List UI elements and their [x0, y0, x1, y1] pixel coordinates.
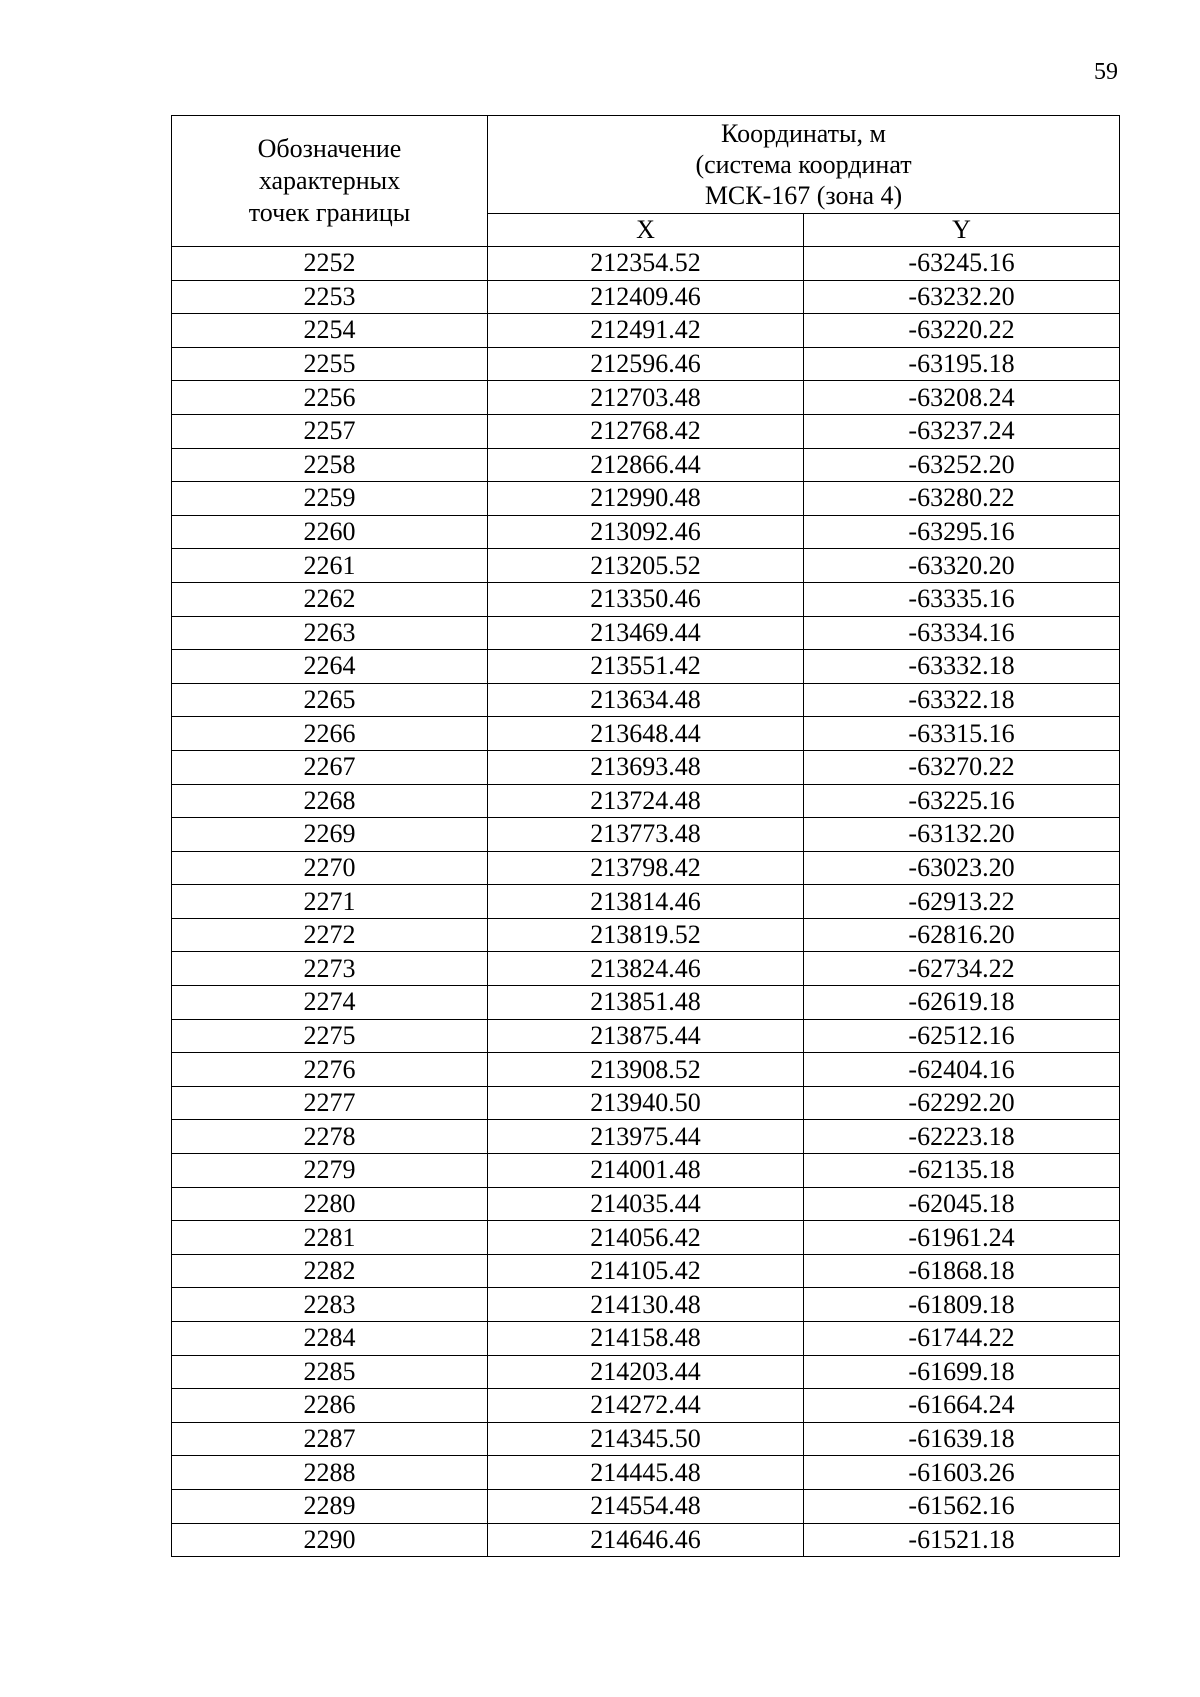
coordinates-table — [171, 115, 1120, 1557]
point-number-cell: 2286 — [172, 1389, 488, 1423]
coordinates-header — [488, 116, 1120, 214]
x-coordinate-cell: 213092.46 — [488, 515, 804, 549]
page-number: 59 — [1094, 59, 1118, 85]
y-column-header: Y — [804, 214, 1120, 247]
y-coordinate-cell: -63232.20 — [804, 280, 1120, 314]
table-row — [172, 1221, 1120, 1255]
y-coordinate-cell: -62816.20 — [804, 918, 1120, 952]
table-row — [172, 1187, 1120, 1221]
x-coordinate-cell: 213205.52 — [488, 549, 804, 583]
table-row — [172, 515, 1120, 549]
x-coordinate-cell: 212990.48 — [488, 482, 804, 516]
table-row — [172, 616, 1120, 650]
x-coordinate-cell: 212354.52 — [488, 247, 804, 281]
x-coordinate-cell: 213469.44 — [488, 616, 804, 650]
table-row — [172, 952, 1120, 986]
point-number-cell: 2269 — [172, 818, 488, 852]
y-coordinate-cell: -63023.20 — [804, 851, 1120, 885]
point-number-cell: 2290 — [172, 1523, 488, 1557]
x-coordinate-cell: 214203.44 — [488, 1355, 804, 1389]
table-row — [172, 1154, 1120, 1188]
table-row — [172, 482, 1120, 516]
y-coordinate-cell: -63295.16 — [804, 515, 1120, 549]
table-row — [172, 414, 1120, 448]
x-coordinate-cell: 213819.52 — [488, 918, 804, 952]
point-number-cell: 2282 — [172, 1254, 488, 1288]
table-row — [172, 1254, 1120, 1288]
x-coordinate-cell: 213814.46 — [488, 885, 804, 919]
table-row — [172, 448, 1120, 482]
point-designation-header — [172, 116, 488, 247]
table-row — [172, 1086, 1120, 1120]
table-row — [172, 918, 1120, 952]
x-coordinate-cell: 213693.48 — [488, 750, 804, 784]
table-row — [172, 1019, 1120, 1053]
table-row — [172, 683, 1120, 717]
y-coordinate-cell: -62404.16 — [804, 1053, 1120, 1087]
table-row — [172, 549, 1120, 583]
table-row — [172, 1322, 1120, 1356]
y-coordinate-cell: -63195.18 — [804, 347, 1120, 381]
y-coordinate-cell: -62734.22 — [804, 952, 1120, 986]
y-coordinate-cell: -61809.18 — [804, 1288, 1120, 1322]
y-coordinate-cell: -63322.18 — [804, 683, 1120, 717]
x-coordinate-cell: 213975.44 — [488, 1120, 804, 1154]
x-coordinate-cell: 213940.50 — [488, 1086, 804, 1120]
x-coordinate-cell: 214158.48 — [488, 1322, 804, 1356]
y-coordinate-cell: -61699.18 — [804, 1355, 1120, 1389]
y-coordinate-cell: -61639.18 — [804, 1422, 1120, 1456]
y-coordinate-cell: -61562.16 — [804, 1489, 1120, 1523]
x-coordinate-cell: 213798.42 — [488, 851, 804, 885]
point-number-cell: 2255 — [172, 347, 488, 381]
table-body — [172, 247, 1120, 1557]
point-number-cell: 2254 — [172, 314, 488, 348]
table-header — [172, 116, 1120, 247]
x-coordinate-cell: 213724.48 — [488, 784, 804, 818]
x-coordinate-cell: 212596.46 — [488, 347, 804, 381]
y-coordinate-cell: -63245.16 — [804, 247, 1120, 281]
table-row — [172, 750, 1120, 784]
point-number-cell: 2265 — [172, 683, 488, 717]
table-row — [172, 818, 1120, 852]
x-coordinate-cell: 214001.48 — [488, 1154, 804, 1188]
coords-label-line: МСК-167 (зона 4) — [704, 181, 903, 210]
x-coordinate-cell: 213875.44 — [488, 1019, 804, 1053]
table-row — [172, 885, 1120, 919]
y-coordinate-cell: -63334.16 — [804, 616, 1120, 650]
point-number-cell: 2279 — [172, 1154, 488, 1188]
y-coordinate-cell: -63220.22 — [804, 314, 1120, 348]
table-row — [172, 1288, 1120, 1322]
point-number-cell: 2273 — [172, 952, 488, 986]
point-number-cell: 2268 — [172, 784, 488, 818]
y-coordinate-cell: -62619.18 — [804, 986, 1120, 1020]
y-coordinate-cell: -63280.22 — [804, 482, 1120, 516]
point-number-cell: 2275 — [172, 1019, 488, 1053]
x-coordinate-cell: 214056.42 — [488, 1221, 804, 1255]
x-coordinate-cell: 212866.44 — [488, 448, 804, 482]
y-coordinate-cell: -63237.24 — [804, 414, 1120, 448]
table-row — [172, 1389, 1120, 1423]
x-coordinate-cell: 214130.48 — [488, 1288, 804, 1322]
point-number-cell: 2264 — [172, 650, 488, 684]
table-row — [172, 1120, 1120, 1154]
y-coordinate-cell: -61603.26 — [804, 1456, 1120, 1490]
coords-label-line: Координаты, м — [721, 119, 886, 148]
y-coordinate-cell: -61868.18 — [804, 1254, 1120, 1288]
table-row — [172, 1355, 1120, 1389]
table-row — [172, 1456, 1120, 1490]
point-number-cell: 2277 — [172, 1086, 488, 1120]
point-number-cell: 2278 — [172, 1120, 488, 1154]
x-coordinate-cell: 214646.46 — [488, 1523, 804, 1557]
table-row — [172, 381, 1120, 415]
table-row — [172, 247, 1120, 281]
y-coordinate-cell: -61961.24 — [804, 1221, 1120, 1255]
point-number-cell: 2263 — [172, 616, 488, 650]
x-coordinate-cell: 214554.48 — [488, 1489, 804, 1523]
table-row — [172, 582, 1120, 616]
point-number-cell: 2257 — [172, 414, 488, 448]
x-coordinate-cell: 213908.52 — [488, 1053, 804, 1087]
y-coordinate-cell: -62913.22 — [804, 885, 1120, 919]
y-coordinate-cell: -61664.24 — [804, 1389, 1120, 1423]
y-coordinate-cell: -63270.22 — [804, 750, 1120, 784]
table-row — [172, 347, 1120, 381]
point-number-cell: 2259 — [172, 482, 488, 516]
x-coordinate-cell: 212409.46 — [488, 280, 804, 314]
table-row — [172, 1523, 1120, 1557]
table-row — [172, 851, 1120, 885]
point-number-cell: 2272 — [172, 918, 488, 952]
point-number-cell: 2287 — [172, 1422, 488, 1456]
point-number-cell: 2280 — [172, 1187, 488, 1221]
x-coordinate-cell: 212491.42 — [488, 314, 804, 348]
y-coordinate-cell: -63335.16 — [804, 582, 1120, 616]
point-number-cell: 2261 — [172, 549, 488, 583]
x-coordinate-cell: 214445.48 — [488, 1456, 804, 1490]
y-coordinate-cell: -63225.16 — [804, 784, 1120, 818]
point-number-cell: 2288 — [172, 1456, 488, 1490]
y-coordinate-cell: -62045.18 — [804, 1187, 1120, 1221]
x-coordinate-cell: 213824.46 — [488, 952, 804, 986]
point-number-cell: 2289 — [172, 1489, 488, 1523]
point-number-cell: 2276 — [172, 1053, 488, 1087]
table-row — [172, 784, 1120, 818]
y-coordinate-cell: -63332.18 — [804, 650, 1120, 684]
point-number-cell: 2274 — [172, 986, 488, 1020]
y-coordinate-cell: -62512.16 — [804, 1019, 1120, 1053]
table-row — [172, 280, 1120, 314]
point-number-cell: 2285 — [172, 1355, 488, 1389]
point-number-cell: 2258 — [172, 448, 488, 482]
y-coordinate-cell: -63132.20 — [804, 818, 1120, 852]
point-number-cell: 2253 — [172, 280, 488, 314]
table-row — [172, 314, 1120, 348]
y-coordinate-cell: -63252.20 — [804, 448, 1120, 482]
x-coordinate-cell: 213773.48 — [488, 818, 804, 852]
x-coordinate-cell: 213634.48 — [488, 683, 804, 717]
x-coordinate-cell: 214035.44 — [488, 1187, 804, 1221]
x-coordinate-cell: 213551.42 — [488, 650, 804, 684]
point-number-cell: 2256 — [172, 381, 488, 415]
y-coordinate-cell: -61521.18 — [804, 1523, 1120, 1557]
table-row — [172, 1489, 1120, 1523]
x-coordinate-cell: 213648.44 — [488, 717, 804, 751]
point-label-line: характерных — [258, 166, 401, 195]
table-row — [172, 650, 1120, 684]
point-label-line: точек границы — [248, 198, 411, 227]
x-coordinate-cell: 214272.44 — [488, 1389, 804, 1423]
x-coordinate-cell: 214105.42 — [488, 1254, 804, 1288]
y-coordinate-cell: -61744.22 — [804, 1322, 1120, 1356]
x-coordinate-cell: 212768.42 — [488, 414, 804, 448]
point-number-cell: 2260 — [172, 515, 488, 549]
x-coordinate-cell: 213851.48 — [488, 986, 804, 1020]
coords-label-line: (система координат — [695, 150, 912, 179]
table-row — [172, 1053, 1120, 1087]
point-number-cell: 2267 — [172, 750, 488, 784]
x-coordinate-cell: 213350.46 — [488, 582, 804, 616]
point-number-cell: 2284 — [172, 1322, 488, 1356]
point-number-cell: 2281 — [172, 1221, 488, 1255]
table-row — [172, 1422, 1120, 1456]
point-number-cell: 2271 — [172, 885, 488, 919]
y-coordinate-cell: -62223.18 — [804, 1120, 1120, 1154]
point-number-cell: 2266 — [172, 717, 488, 751]
point-number-cell: 2262 — [172, 582, 488, 616]
point-number-cell: 2283 — [172, 1288, 488, 1322]
table-row — [172, 717, 1120, 751]
x-column-header: X — [488, 214, 804, 247]
y-coordinate-cell: -62135.18 — [804, 1154, 1120, 1188]
y-coordinate-cell: -62292.20 — [804, 1086, 1120, 1120]
point-label-line: Обозначение — [257, 134, 402, 163]
x-coordinate-cell: 214345.50 — [488, 1422, 804, 1456]
point-number-cell: 2252 — [172, 247, 488, 281]
y-coordinate-cell: -63208.24 — [804, 381, 1120, 415]
y-coordinate-cell: -63315.16 — [804, 717, 1120, 751]
x-coordinate-cell: 212703.48 — [488, 381, 804, 415]
y-coordinate-cell: -63320.20 — [804, 549, 1120, 583]
table-row — [172, 986, 1120, 1020]
point-number-cell: 2270 — [172, 851, 488, 885]
